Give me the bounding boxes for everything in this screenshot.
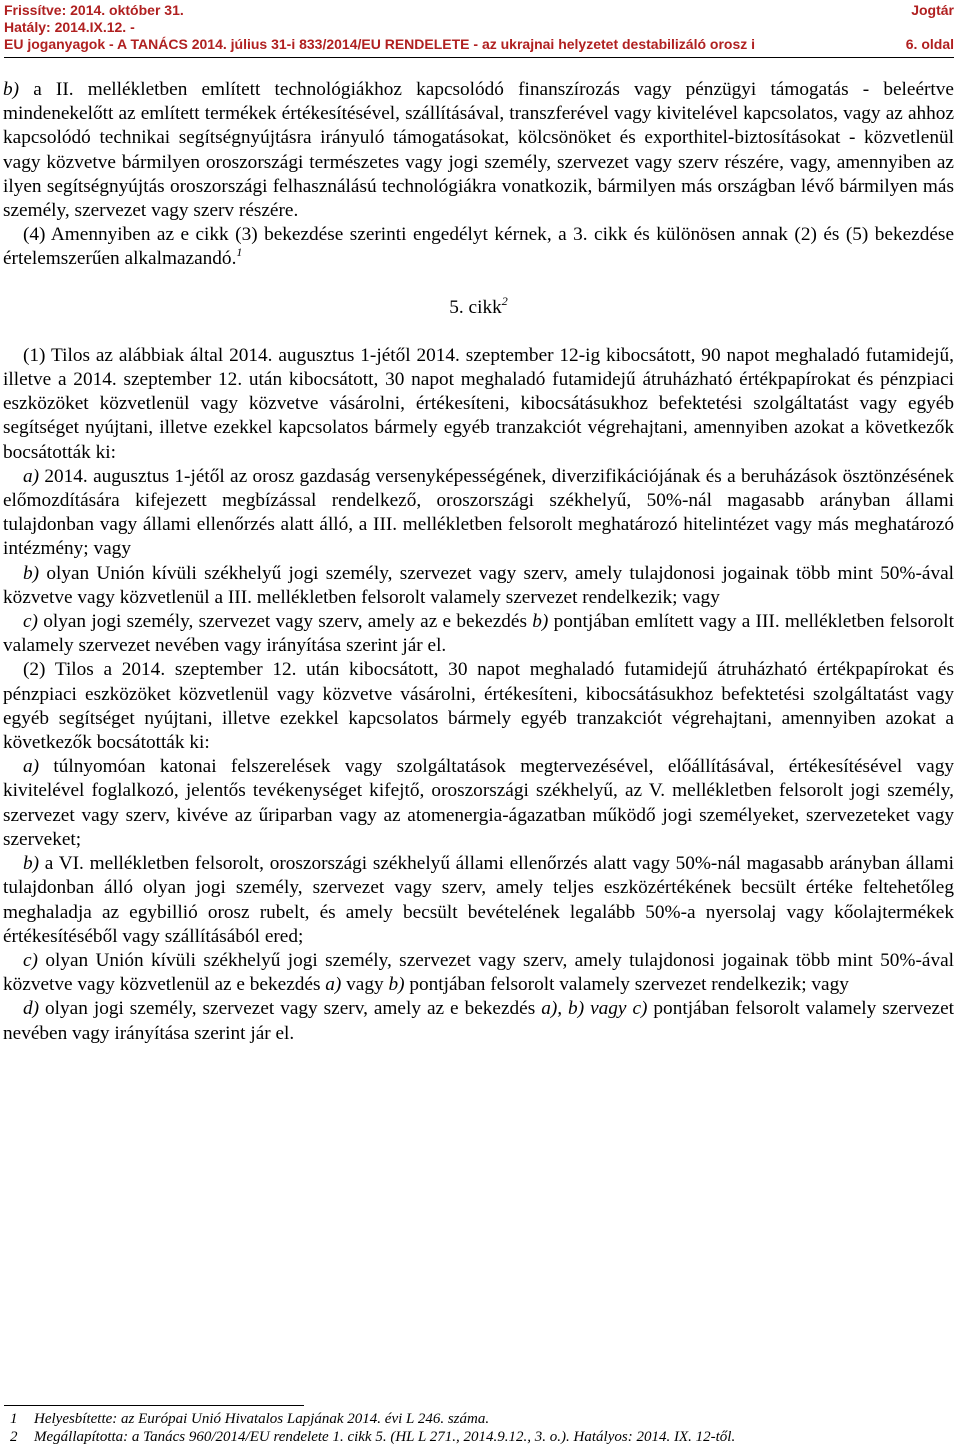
point-label: b) — [3, 79, 20, 100]
spacer — [3, 272, 954, 296]
header-divider — [4, 57, 954, 58]
footnote-divider — [4, 1405, 304, 1406]
paragraph-1c: c) olyan jogi személy, szervezet vagy szerv, amely az e bekezdés b) pontjában említett vagy a III. mellékletben felsorolt valamely szervezet nevében vagy irányítása szerint jár el. — [3, 611, 954, 657]
document-body — [3, 78, 954, 1046]
paragraph-1b: b) olyan Unión kívüli székhelyű jogi személy, szervezet vagy szerv, amely tulajdonosi jogainak több mint 50%-ával közvetve vagy közvetlenül a III. mellékletben felsorolt valamely szervezet rendelkezik; vagy — [3, 562, 954, 608]
paragraph-4: (4) Amennyiben az e cikk (3) bekezdése szerinti engedélyt kérnek, a 3. cikk és különösen annak (2) és (5) bekezdése értelemszerűen alkalmazandó.$^1$ — [3, 224, 954, 270]
brand-name: Jogtár — [911, 2, 954, 18]
article-heading: 5. cikk$^2$ — [449, 293, 508, 318]
point-label: d) — [23, 998, 40, 1020]
point-label: a) — [23, 465, 40, 487]
paragraph-2b: b) a VI. mellékletben felsorolt, oroszországi székhelyű állami ellenőrzés alatt vagy 50%-nál magasabb arányban állami tulajdonban álló olyan jogi személy, szervezet vagy szerv, amely teljes eszközértékének becsült értéke feltehetőleg meghaladja az egybillió orosz rubelt, és amely becsült bevételének legalább 50%-a nyersolaj vagy kőolajtermékek értékesítéséből vagy szállításából ered; — [3, 853, 954, 947]
paragraph-1: (1) Tilos az alábbiak által 2014. augusztus 1-jétől 2014. szeptember 12-ig kibocsátott, 90 napot meghaladó futamidejű, illetve a 2014. szeptember 12. után kibocsátott, 30 napot meghaladó futamidejű átruházható értékpapírokat és pénzpiaci eszközöket közvetlenül vagy közvetve vásárolni, értékesíteni, kibocsátásukhoz befektetési szolgáltatást vagy egyéb segítséget nyújtani, illetve ezekkel kapcsolatos bármely egyéb tranzakciót végrehajtani, amennyiben azokat a következők bocsátották ki: — [3, 344, 954, 463]
paragraph-2d: d) olyan jogi személy, szervezet vagy szerv, amely az e bekezdés a), b) vagy c) pontjában felsorolt valamely szervezet nevében vagy irányítása szerint jár el. — [3, 998, 954, 1044]
paragraph-1a: a) 2014. augusztus 1-jétől az orosz gazdaság versenyképességének, diverzifikációjának és a beruházások ösztönzésének előmozdítására kifejezett megbízással rendelkező, oroszországi székhelyű, 50%-nál magasabb arányban állami tulajdonban vagy állami ellenőrzés alatt álló, a III. mellékletben felsorolt meghatározó hitelintézet vagy más meghatározó intézmény; vagy — [3, 465, 954, 560]
point-label: b) — [23, 562, 40, 584]
footnote-2: 2 Megállapította: a Tanács 960/2014/EU rendelete 1. cikk 5. (HL L 271., 2014.9.12., 3. o.). Hatályos: 2014. IX. 12-től. — [10, 1428, 736, 1445]
header-row-3 — [4, 36, 954, 53]
paragraph-2: (2) Tilos a 2014. szeptember 12. után kibocsátott, 30 napot meghaladó futamidejű átruházható értékpapírokat és pénzpiaci eszközöket közvetlenül vagy közvetve vásárolni, értékesíteni, kibocsátásukhoz befektetési szolgáltatást vagy egyéb segítséget nyújtani, illetve ezekkel kapcsolatos bármely egyéb tranzakciót végrehajtani, amennyiben azokat a következők bocsátották ki: — [3, 659, 954, 754]
document-title: EU joganyagok - A TANÁCS 2014. július 31-i 833/2014/EU RENDELETE - az ukrajnai helyzetet destabilizáló orosz i — [4, 36, 756, 52]
footnotes — [10, 1411, 954, 1446]
page-number: 6. oldal — [905, 36, 954, 52]
paragraph-3b: b) a II. mellékletben említett technológiákhoz kapcsolódó finanszírozás vagy pénzügyi támogatás - beleértve mindenekelőtt az említett termékek értékesítésével, szállításával, transzferével vagy kivitelével kapcsolatos, vagy az ahhoz kapcsolódó technikai segítségnyújtásra irányuló támogatásokat, kölcsönöket és exporthitel-biztosításokat - közvetlenül vagy közvetve bármilyen oroszországi természetes vagy jogi személy, szervezet vagy szerv részére, vagy, amennyiben az ilyen segítségnyújtás oroszországi felhasználású technológiákra vonatkozik, bármilyen más országban lévő bármilyen más személy, szervezet vagy szerv részére. — [3, 79, 954, 222]
point-label: a) — [23, 756, 40, 778]
footnote-ref-1[interactable]: 1 — [236, 245, 243, 260]
point-label: b) — [23, 853, 40, 875]
paragraph-2a: a) túlnyomóan katonai felszerelések vagy szolgáltatások megtervezésével, előállításával, értékesítésével vagy kivitelével foglalkozó, jelentős tevékenységet kifejtő, oroszországi székhelyű, az V. mellékletben felsorolt jogi személy, szervezet vagy szerv, kivéve az űriparban vagy az atomenergia-ágazatban működő jogi személyeket, szervezeteket vagy szerveket; — [3, 756, 954, 850]
published-date: Frissítve: 2014. október 31. — [4, 2, 184, 18]
footnote-1: 1 Helyesbítette: az Európai Unió Hivatalos Lapjának 2014. évi L 246. száma. — [10, 1411, 490, 1427]
point-label: c) — [23, 611, 38, 633]
paragraph-2c: c) olyan Unión kívüli székhelyű jogi személy, szervezet vagy szerv, amely tulajdonosi jogainak több mint 50%-ával közvetve vagy közvetlenül az e bekezdés a) vagy b) pontjában felsorolt valamely szervezet rendelkezik; vagy — [3, 949, 954, 996]
effective-date: Hatály: 2014.IX.12. - — [4, 19, 135, 35]
point-label: c) — [23, 949, 38, 971]
spacer — [3, 320, 954, 344]
header-row-1 — [4, 2, 954, 19]
page-header — [4, 2, 954, 58]
footnote-ref-2[interactable]: 2 — [501, 293, 508, 308]
header-row-2 — [4, 19, 954, 36]
